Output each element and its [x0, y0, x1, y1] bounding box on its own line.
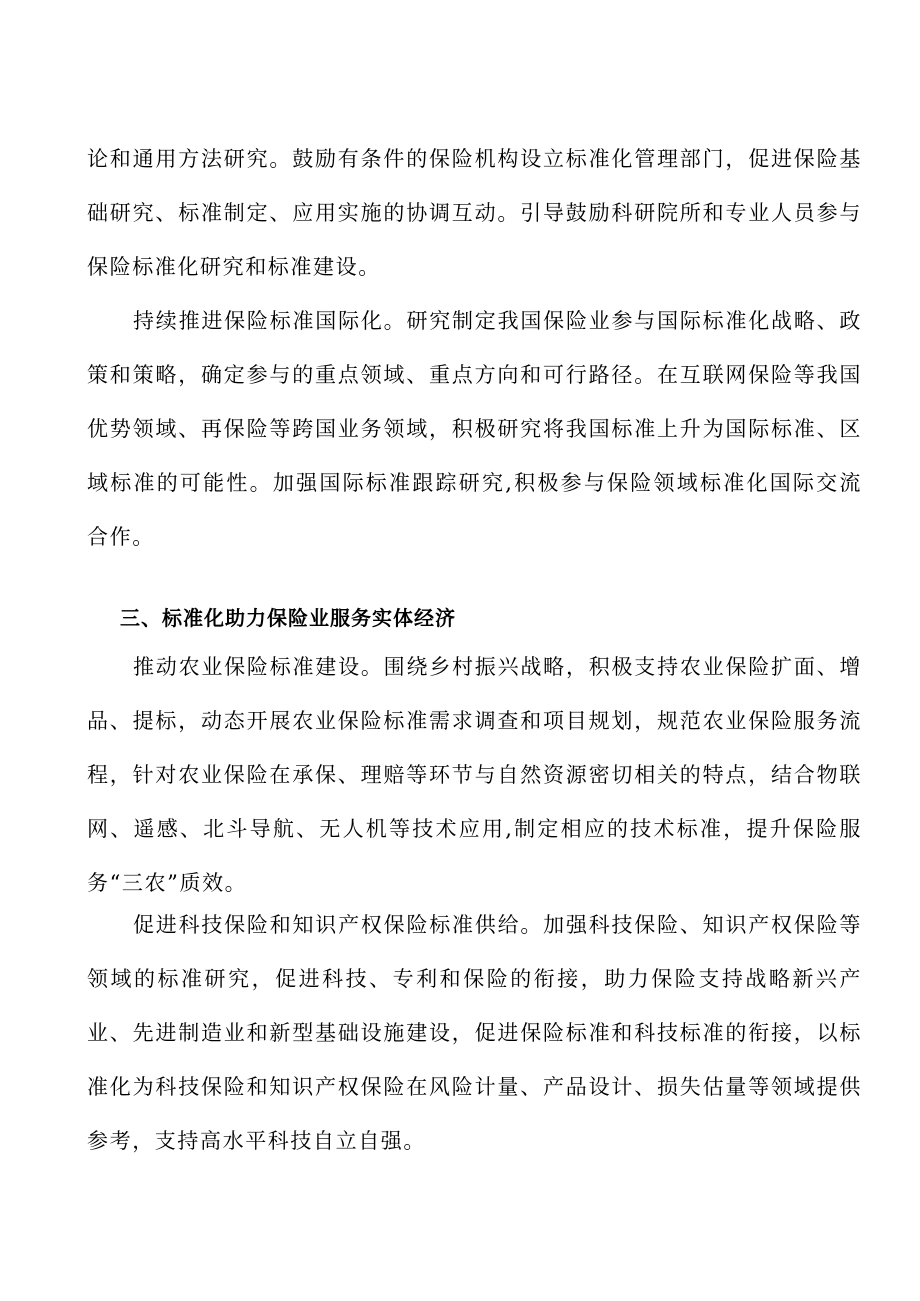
section-heading: 三、标准化助力保险业服务实体经济 — [120, 606, 456, 630]
paragraph-technology-insurance: 促进科技保险和知识产权保险标准供给。加强科技保险、知识产权保险等领域的标准研究，促进科技、专利和保险的衔接，助力保险支持战略新兴产业、先进制造业和新型基础设施建设，促进保险标准和科技标准的衔接，以标准化为科技保险和知识产权保险在风险计量、产品设计、损失估量等领域提供参考，支持高水平科技自立自强。 — [87, 913, 862, 1153]
paragraph-agricultural-insurance: 推动农业保险标准建设。围绕乡村振兴战略，积极支持农业保险扩面、增品、提标，动态开展农业保险标准需求调查和项目规划，规范农业保险服务流程，针对农业保险在承保、理赔等环节与自然资源密切相关的特点，结合物联网、遥感、北斗导航、无人机等技术应用,制定相应的技术标准，提升保险服务“三农”质效。 — [87, 655, 862, 895]
paragraph-standardization-research: 论和通用方法研究。鼓励有条件的保险机构设立标准化管理部门，促进保险基础研究、标准制定、应用实施的协调互动。引导鼓励科研院所和专业人员参与保险标准化研究和标准建设。 — [87, 147, 862, 279]
paragraph-internationalization: 持续推进保险标准国际化。研究制定我国保险业参与国际标准化战略、政策和策略，确定参与的重点领域、重点方向和可行路径。在互联网保险等我国优势领域、再保险等跨国业务领域，积极研究将我国标准上升为国际标准、区域标准的可能性。加强国际标准跟踪研究,积极参与保险领域标准化国际交流合作。 — [87, 309, 862, 549]
